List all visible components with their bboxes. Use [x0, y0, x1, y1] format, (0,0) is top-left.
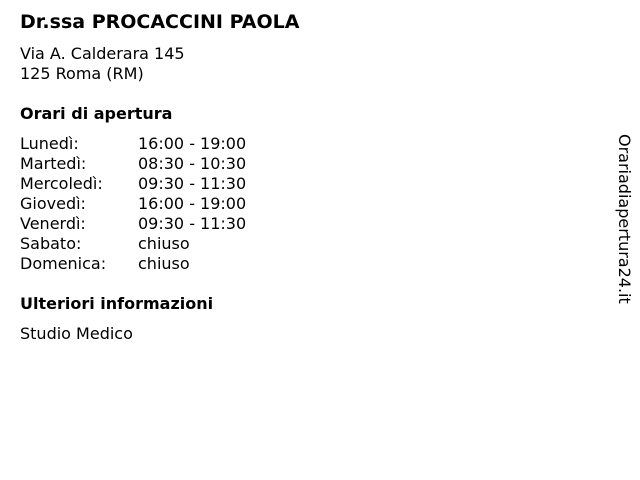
business-name: Dr.ssa PROCACCINI PAOLA: [20, 11, 300, 33]
day-label: Lunedì:: [20, 134, 79, 153]
time-value: 16:00 - 19:00: [138, 134, 247, 153]
opening-hours-heading: Orari di apertura: [20, 104, 173, 123]
hours-row-monday: [20, 134, 246, 154]
time-value: chiuso: [138, 234, 190, 253]
hours-row-wednesday: [20, 174, 246, 194]
day-label: Sabato:: [20, 234, 82, 253]
additional-info-heading: Ulteriori informazioni: [20, 294, 214, 313]
additional-info-text: Studio Medico: [20, 324, 133, 343]
hours-row-tuesday: [20, 154, 246, 174]
site-watermark: Orariadiapertura24.it: [615, 134, 634, 304]
day-label: Domenica:: [20, 254, 107, 273]
time-value: chiuso: [138, 254, 190, 273]
day-label: Giovedì:: [20, 194, 86, 213]
opening-hours-table: [20, 134, 246, 274]
hours-row-saturday: [20, 234, 246, 254]
day-label: Mercoledì:: [20, 174, 103, 193]
time-value: 16:00 - 19:00: [138, 194, 247, 213]
hours-row-thursday: [20, 194, 246, 214]
address-city: 125 Roma (RM): [20, 64, 144, 83]
hours-row-friday: [20, 214, 246, 234]
time-value: 09:30 - 11:30: [138, 214, 247, 233]
time-value: 08:30 - 10:30: [138, 154, 247, 173]
day-label: Venerdì:: [20, 214, 86, 233]
hours-row-sunday: [20, 254, 246, 274]
time-value: 09:30 - 11:30: [138, 174, 247, 193]
business-address: [20, 44, 185, 84]
address-street: Via A. Calderara 145: [20, 44, 185, 63]
day-label: Martedì:: [20, 154, 87, 173]
